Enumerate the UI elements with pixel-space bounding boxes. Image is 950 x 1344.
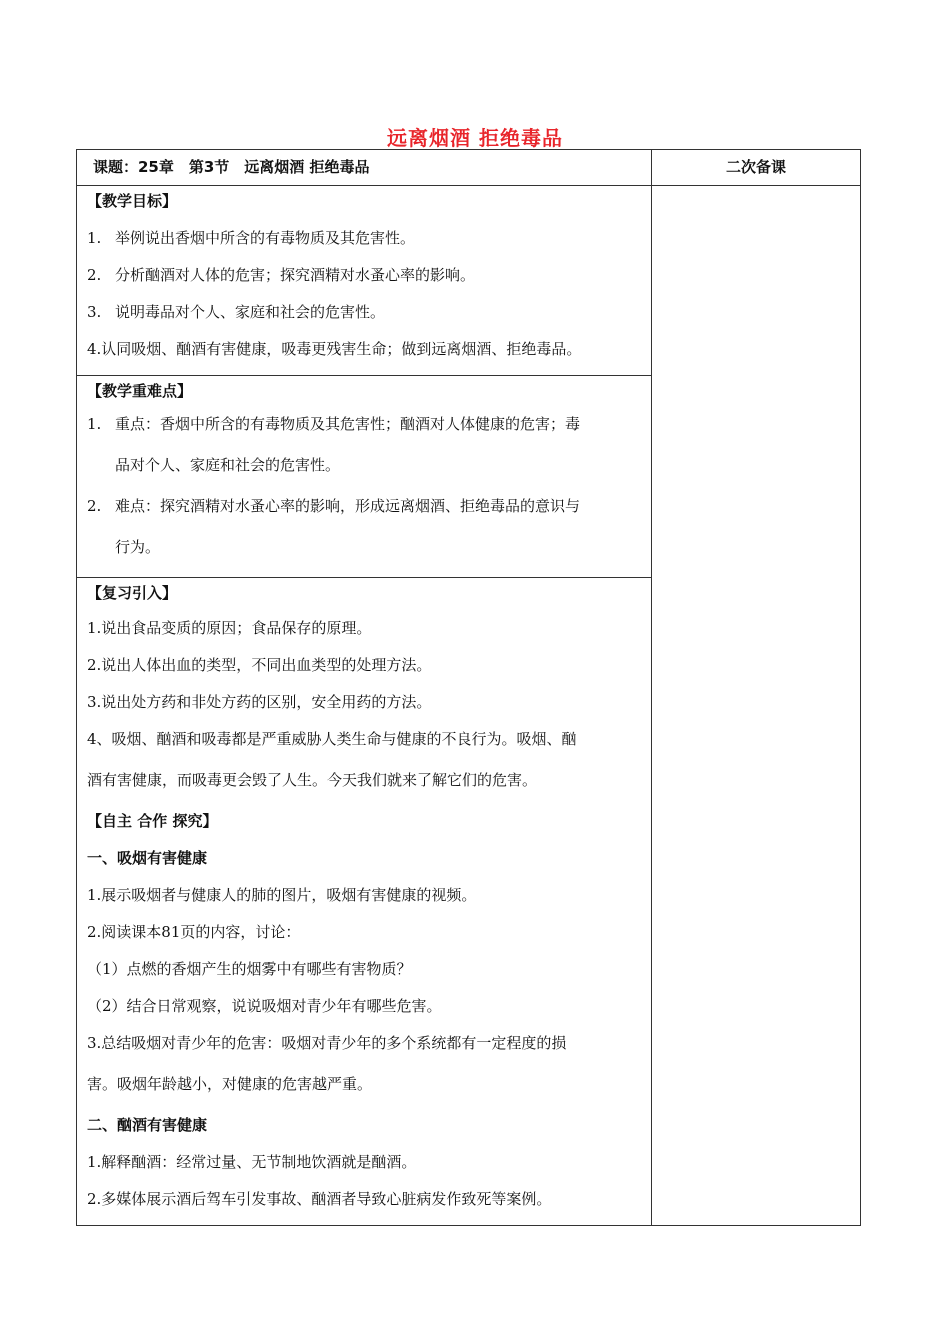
key-point-number: 2. [87,497,102,515]
lesson-topic: 课题：25章 第3节 远离烟酒 拒绝毒品 [77,150,652,186]
objectives-heading: 【教学目标】 [87,192,178,210]
objective-text: 举例说出香烟中所含的有毒物质及其危害性。 [115,229,416,247]
review-line: 酒有害健康，而吸毒更会毁了人生。今天我们就来了解它们的危害。 [87,771,538,789]
key-point-number: 1. [87,415,102,433]
smoking-line: 3.总结吸烟对青少年的危害：吸烟对青少年的多个系统都有一定程度的损 [87,1034,567,1052]
document-title: 远离烟酒 拒绝毒品 [387,126,563,150]
header-row [77,150,861,186]
review-line: 3.说出处方药和非处方药的区别，安全用药的方法。 [87,693,432,711]
key-point-2-line-2: 行为。 [115,538,161,556]
review-cell [77,578,652,1226]
drinking-line: 2.多媒体展示酒后驾车引发事故、酗酒者导致心脏病发作致死等案例。 [87,1190,552,1208]
objective-item [87,264,641,301]
key-points-cell [77,376,652,578]
smoking-line: 害。吸烟年龄越小，对健康的危害越严重。 [87,1075,373,1093]
explore-heading: 【自主 合作 探究】 [87,812,218,830]
objective-number: 3. [87,303,102,321]
second-prep-column [652,186,861,1226]
drinking-heading: 二、酗酒有害健康 [87,1116,208,1134]
objective-text: 4.认同吸烟、酗酒有害健康，吸毒更残害生命；做到远离烟酒、拒绝毒品。 [87,340,582,358]
objective-number: 1. [87,229,102,247]
key-points-heading: 【教学重难点】 [87,382,193,400]
objective-number: 2. [87,266,102,284]
smoking-line: （1）点燃的香烟产生的烟雾中有哪些有害物质？ [87,960,412,978]
review-line: 1.说出食品变质的原因；食品保存的原理。 [87,619,372,637]
objective-item [87,227,641,264]
key-point-text: 难点：探究酒精对水蚤心率的影响，形成远离烟酒、拒绝毒品的意识与 [115,497,581,515]
review-line: 4、吸烟、酗酒和吸毒都是严重威胁人类生命与健康的不良行为。吸烟、酗 [87,730,577,748]
objective-text: 说明毒品对个人、家庭和社会的危害性。 [115,303,386,321]
smoking-line: 2.阅读课本81页的内容，讨论： [87,923,301,941]
key-point-text: 重点：香烟中所含的有毒物质及其危害性；酗酒对人体健康的危害；毒 [115,415,581,433]
lesson-plan-table [76,149,861,1226]
objective-item [87,301,641,338]
key-point-2-line-1 [87,495,641,536]
smoking-line: （2）结合日常观察，说说吸烟对青少年有哪些危害。 [87,997,442,1015]
key-point-1-line-1 [87,413,641,454]
objectives-cell [77,186,652,376]
objective-text: 分析酗酒对人体的危害；探究酒精对水蚤心率的影响。 [115,266,476,284]
key-point-1-line-2: 品对个人、家庭和社会的危害性。 [115,456,341,474]
smoking-line: 1.展示吸烟者与健康人的肺的图片，吸烟有害健康的视频。 [87,886,477,904]
objective-item [87,338,641,375]
review-heading: 【复习引入】 [87,584,178,602]
second-prep-header: 二次备课 [652,150,861,186]
objectives-row [77,186,861,376]
review-line: 2.说出人体出血的类型，不同出血类型的处理方法。 [87,656,432,674]
drinking-line: 1.解释酗酒：经常过量、无节制地饮酒就是酗酒。 [87,1153,417,1171]
smoking-heading: 一、吸烟有害健康 [87,849,208,867]
